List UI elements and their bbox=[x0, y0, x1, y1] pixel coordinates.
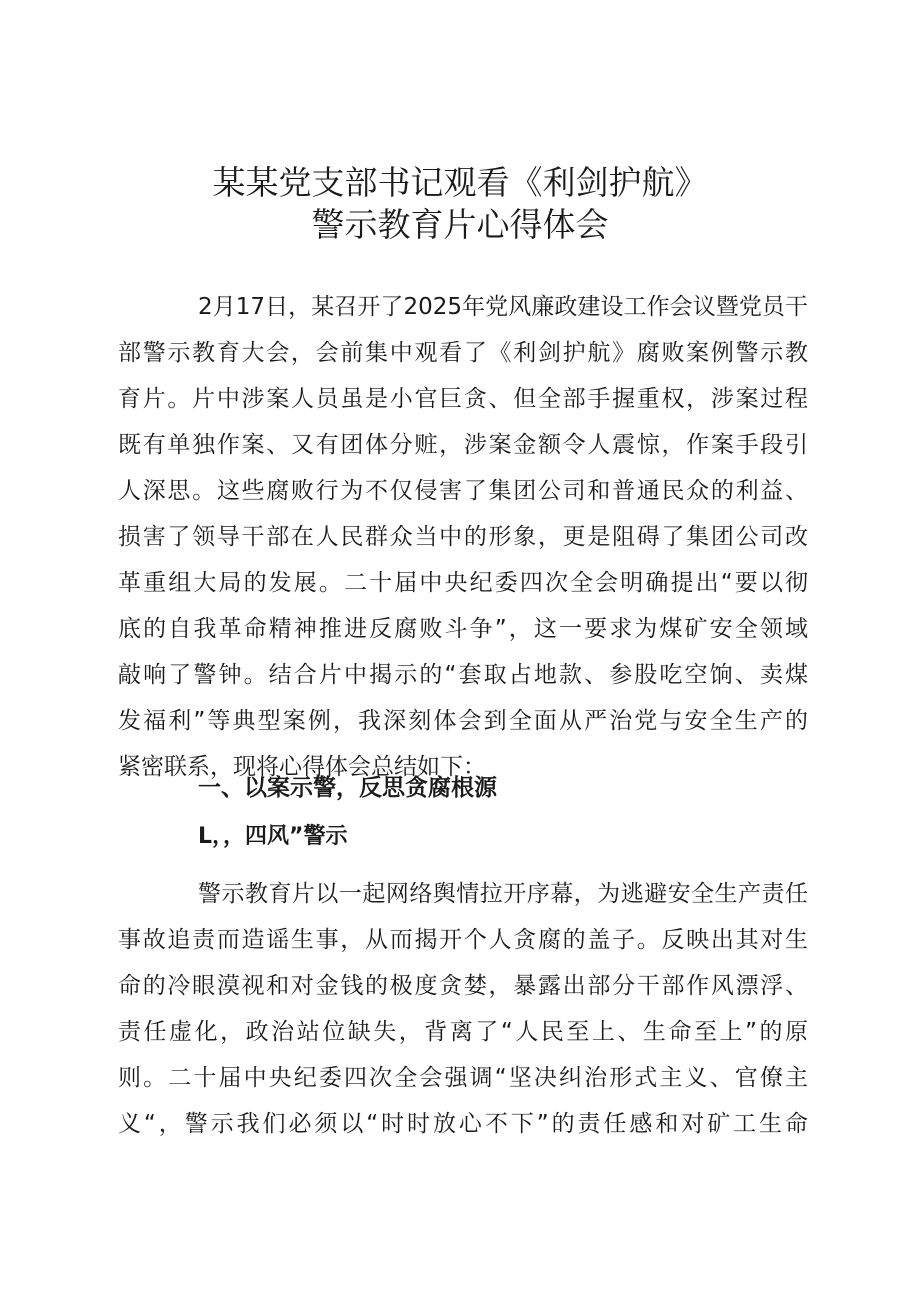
paragraph-line: 敲响了警钟。结合片中揭示的“套取占地款、参股吃空饷、卖煤 bbox=[118, 662, 808, 688]
paragraph-intro bbox=[118, 284, 808, 790]
paragraph-line: 部警示教育大会，会前集中观看了《利剑护航》腐败案例警示教 bbox=[118, 340, 808, 366]
section-heading: 一、以案示警，反思贪腐根源 bbox=[198, 775, 497, 801]
section-subheading: L，，四风”警示 bbox=[198, 824, 348, 849]
paragraph-line: 义“，警示我们必须以“时时放心不下”的责任感和对矿工生命 bbox=[118, 1111, 808, 1137]
document-title-line1: 某某党支部书记观看《利剑护航》 bbox=[212, 163, 708, 202]
paragraph-line: 既有单独作案、又有团体分赃，涉案金额令人震惊，作案手段引 bbox=[118, 432, 808, 458]
paragraph-line: 损害了领导干部在人民群众当中的形象，更是阻碍了集团公司改 bbox=[118, 524, 808, 550]
paragraph-line: 发福利”等典型案例，我深刻体会到全面从严治党与安全生产的 bbox=[118, 708, 808, 734]
paragraph-line: 底的自我革命精神推进反腐败斗争”，这一要求为煤矿安全领域 bbox=[118, 616, 808, 642]
document-title-line2: 警示教育片心得体会 bbox=[311, 205, 609, 244]
paragraph-line: 人深思。这些腐败行为不仅侵害了集团公司和普通民众的利益、 bbox=[118, 478, 808, 504]
paragraph-line: 则。二十届中央纪委四次全会强调“坚决纠治形式主义、官僚主 bbox=[118, 1065, 808, 1091]
paragraph-line: 2月17日，某召开了2025年党风廉政建设工作会议暨党员干 bbox=[198, 294, 808, 320]
paragraph-warning bbox=[118, 871, 808, 1147]
paragraph-line: 紧密联系，现将心得体会总结如下： bbox=[118, 754, 486, 780]
paragraph-line: 警示教育片以一起网络舆情拉开序幕，为逃避安全生产责任 bbox=[198, 881, 808, 907]
paragraph-line: 命的冷眼漠视和对金钱的极度贪婪，暴露出部分干部作风漂浮、 bbox=[118, 973, 808, 999]
paragraph-line: 事故追责而造谣生事，从而揭开个人贪腐的盖子。反映出其对生 bbox=[118, 927, 808, 953]
paragraph-line: 育片。片中涉案人员虽是小官巨贪、但全部手握重权，涉案过程 bbox=[118, 386, 808, 412]
paragraph-line: 责任虚化，政治站位缺失，背离了“人民至上、生命至上”的原 bbox=[118, 1019, 808, 1045]
paragraph-line: 革重组大局的发展。二十届中央纪委四次全会明确提出“要以彻 bbox=[118, 570, 808, 596]
